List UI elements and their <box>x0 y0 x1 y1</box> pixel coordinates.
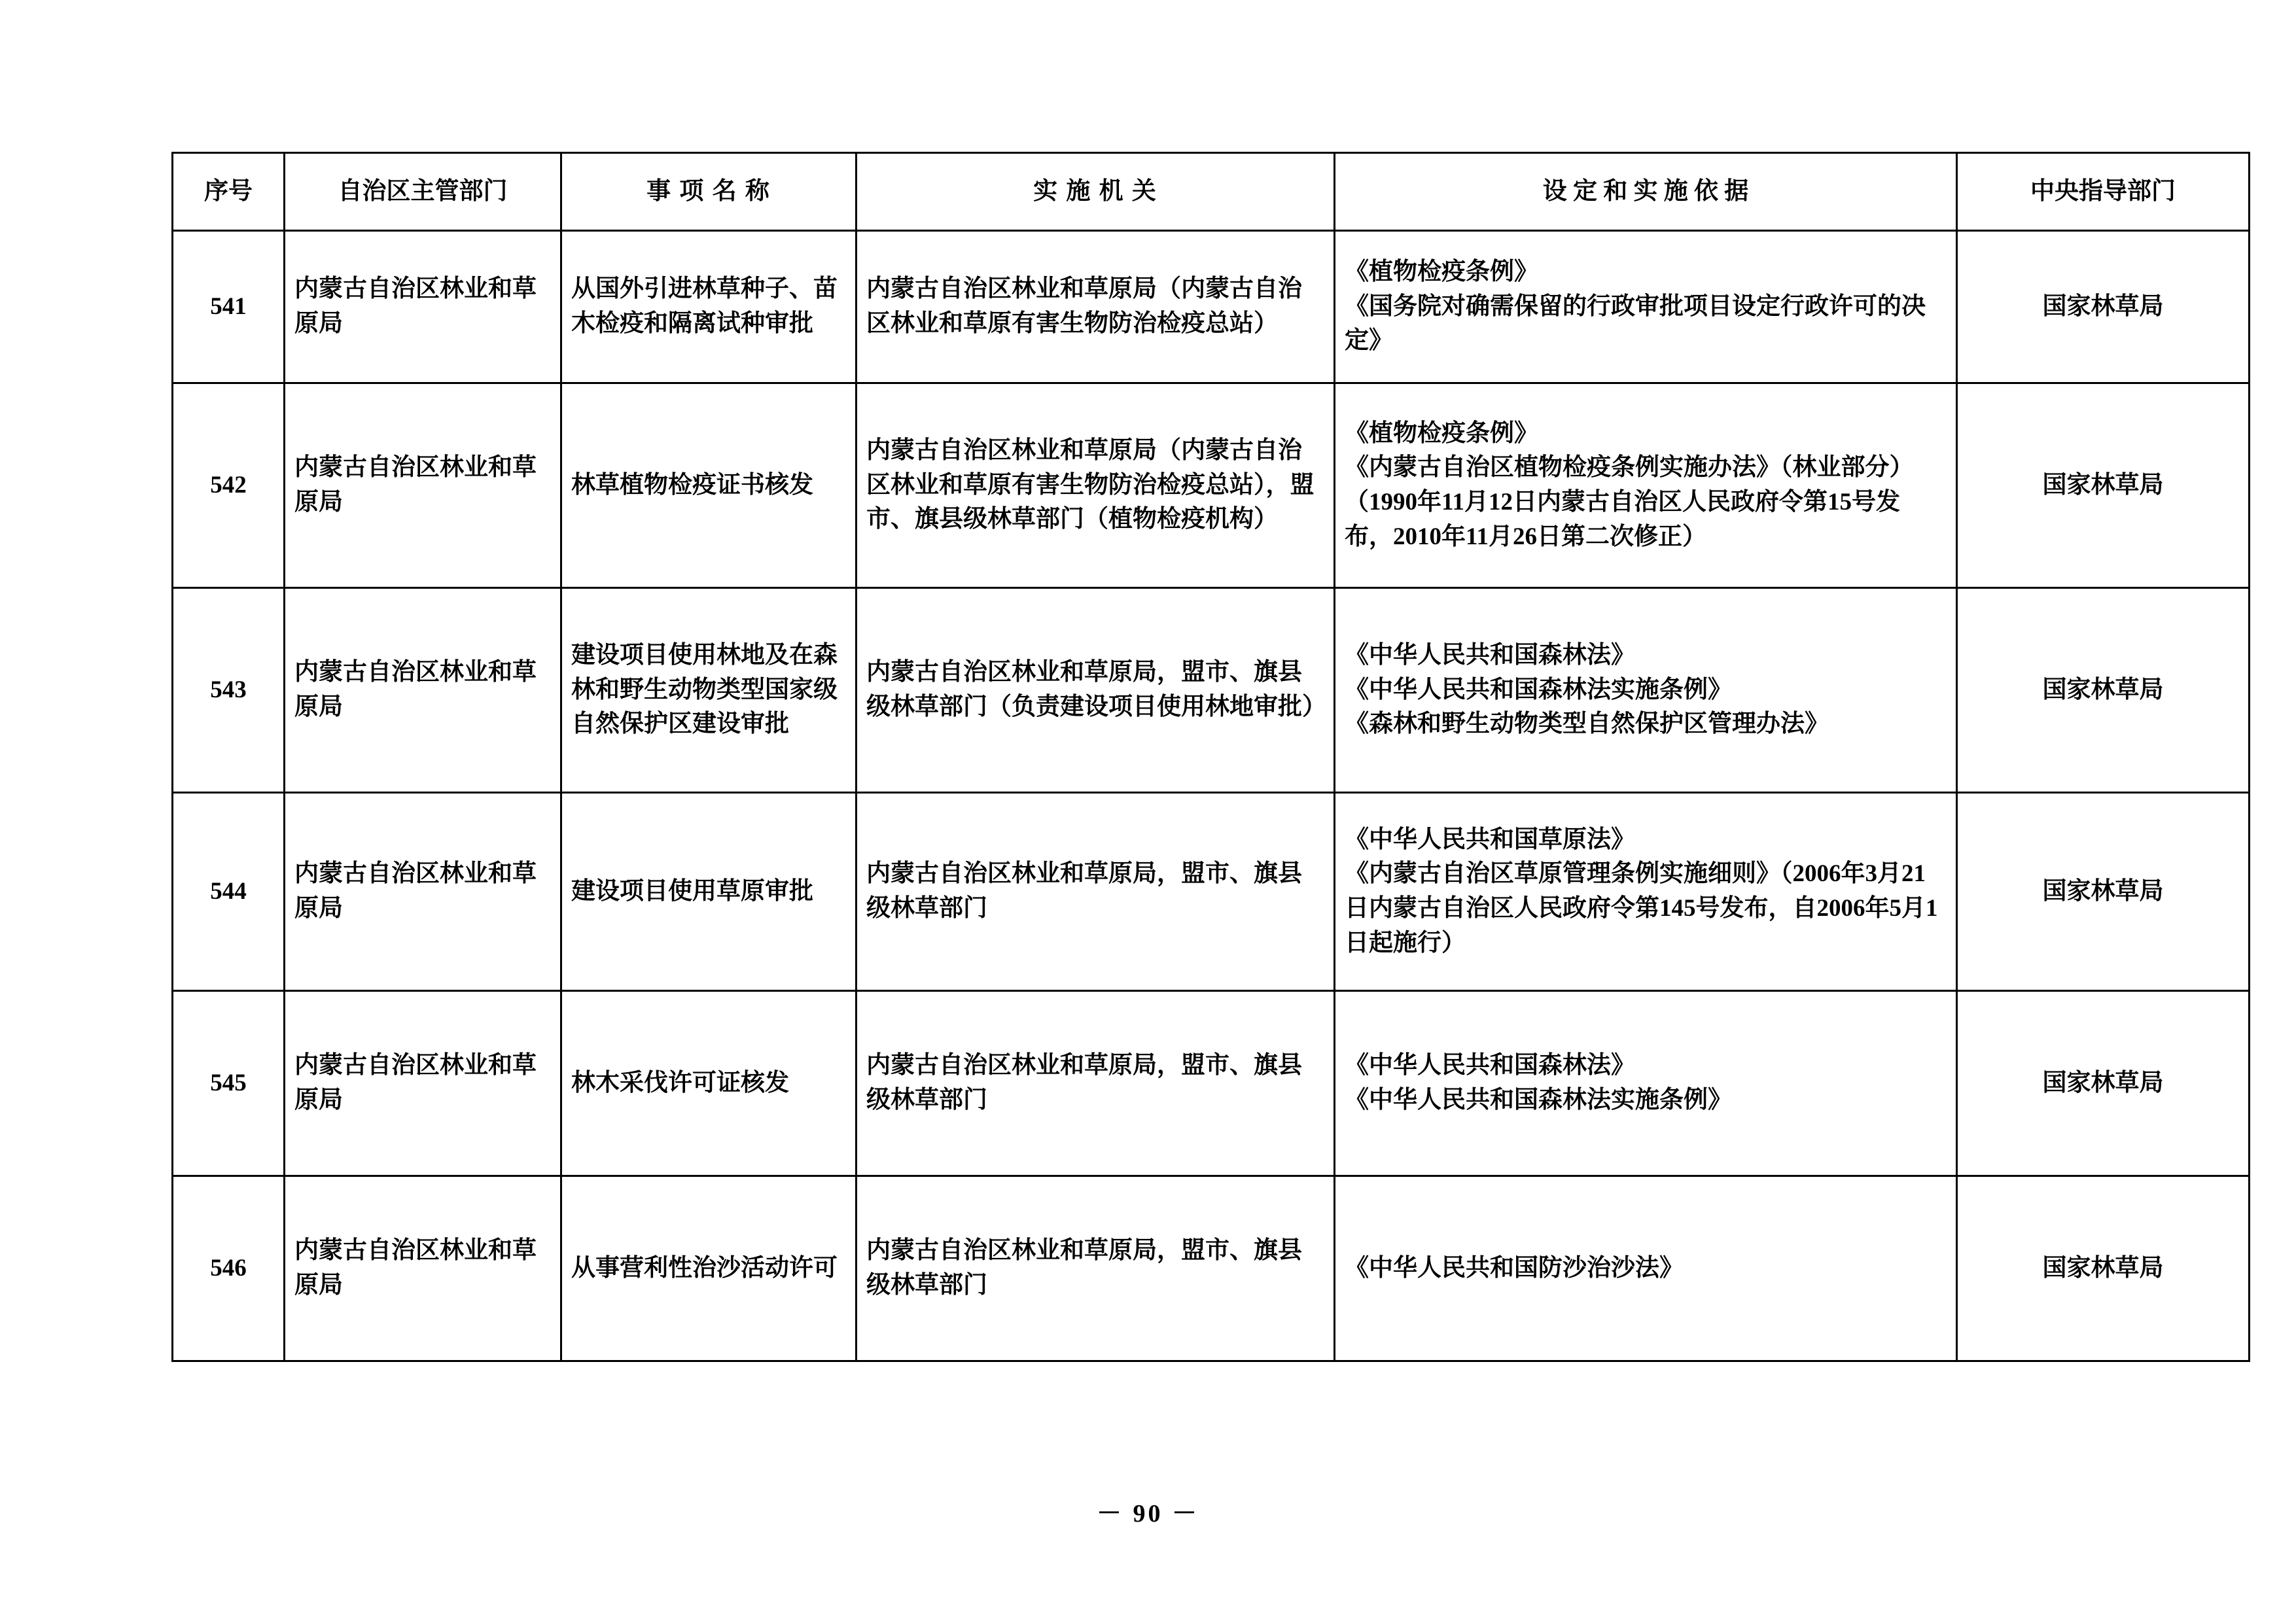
cell-basis: 《植物检疫条例》 《内蒙古自治区植物检疫条例实施办法》（林业部分）（1990年11月12日内蒙古自治区人民政府令第15号发布，2010年11月26日第二次修正） <box>1335 383 1957 588</box>
cell-item-name: 建设项目使用林地及在森林和野生动物类型国家级自然保护区建设审批 <box>561 588 857 793</box>
table-row <box>173 1176 2250 1361</box>
column-header-seq: 序号 <box>173 153 285 231</box>
page-number: － 90 － <box>1096 1500 1199 1527</box>
cell-seq: 542 <box>173 383 285 588</box>
cell-central-department: 国家林草局 <box>1957 793 2250 991</box>
column-header-department: 自治区主管部门 <box>285 153 561 231</box>
table-row <box>173 231 2250 383</box>
cell-seq: 543 <box>173 588 285 793</box>
cell-department: 内蒙古自治区林业和草原局 <box>285 793 561 991</box>
cell-basis: 《植物检疫条例》 《国务院对确需保留的行政审批项目设定行政许可的决定》 <box>1335 231 1957 383</box>
cell-implementing-organ: 内蒙古自治区林业和草原局（内蒙古自治区林业和草原有害生物防治检疫总站），盟市、旗县级林草部门（植物检疫机构） <box>857 383 1335 588</box>
table-row <box>173 383 2250 588</box>
cell-seq: 546 <box>173 1176 285 1361</box>
cell-seq: 545 <box>173 991 285 1176</box>
column-header-basis: 设 定 和 实 施 依 据 <box>1335 153 1957 231</box>
cell-seq: 544 <box>173 793 285 991</box>
cell-basis: 《中华人民共和国森林法》 《中华人民共和国森林法实施条例》 《森林和野生动物类型自然保护区管理办法》 <box>1335 588 1957 793</box>
cell-department: 内蒙古自治区林业和草原局 <box>285 991 561 1176</box>
column-header-implementing-organ: 实 施 机 关 <box>857 153 1335 231</box>
table-header <box>173 153 2250 231</box>
table-row <box>173 588 2250 793</box>
table-body <box>173 231 2250 1361</box>
column-header-central-department: 中央指导部门 <box>1957 153 2250 231</box>
administrative-items-table-wrapper <box>171 152 2176 1362</box>
cell-item-name: 林木采伐许可证核发 <box>561 991 857 1176</box>
cell-central-department: 国家林草局 <box>1957 588 2250 793</box>
cell-department: 内蒙古自治区林业和草原局 <box>285 1176 561 1361</box>
cell-department: 内蒙古自治区林业和草原局 <box>285 231 561 383</box>
cell-basis: 《中华人民共和国防沙治沙法》 <box>1335 1176 1957 1361</box>
cell-item-name: 林草植物检疫证书核发 <box>561 383 857 588</box>
table-row <box>173 991 2250 1176</box>
table-row <box>173 793 2250 991</box>
cell-implementing-organ: 内蒙古自治区林业和草原局，盟市、旗县级林草部门 <box>857 793 1335 991</box>
cell-item-name: 建设项目使用草原审批 <box>561 793 857 991</box>
cell-implementing-organ: 内蒙古自治区林业和草原局，盟市、旗县级林草部门（负责建设项目使用林地审批） <box>857 588 1335 793</box>
cell-central-department: 国家林草局 <box>1957 1176 2250 1361</box>
cell-central-department: 国家林草局 <box>1957 991 2250 1176</box>
cell-implementing-organ: 内蒙古自治区林业和草原局（内蒙古自治区林业和草原有害生物防治检疫总站） <box>857 231 1335 383</box>
cell-implementing-organ: 内蒙古自治区林业和草原局，盟市、旗县级林草部门 <box>857 991 1335 1176</box>
cell-item-name: 从国外引进林草种子、苗木检疫和隔离试种审批 <box>561 231 857 383</box>
cell-implementing-organ: 内蒙古自治区林业和草原局，盟市、旗县级林草部门 <box>857 1176 1335 1361</box>
cell-basis: 《中华人民共和国森林法》 《中华人民共和国森林法实施条例》 <box>1335 991 1957 1176</box>
administrative-items-table <box>171 152 2250 1362</box>
cell-central-department: 国家林草局 <box>1957 383 2250 588</box>
table-header-row <box>173 153 2250 231</box>
cell-basis: 《中华人民共和国草原法》 《内蒙古自治区草原管理条例实施细则》（2006年3月21日内蒙古自治区人民政府令第145号发布，自2006年5月1日起施行） <box>1335 793 1957 991</box>
cell-central-department: 国家林草局 <box>1957 231 2250 383</box>
cell-department: 内蒙古自治区林业和草原局 <box>285 588 561 793</box>
cell-seq: 541 <box>173 231 285 383</box>
column-header-item-name: 事 项 名 称 <box>561 153 857 231</box>
cell-department: 内蒙古自治区林业和草原局 <box>285 383 561 588</box>
cell-item-name: 从事营利性治沙活动许可 <box>561 1176 857 1361</box>
